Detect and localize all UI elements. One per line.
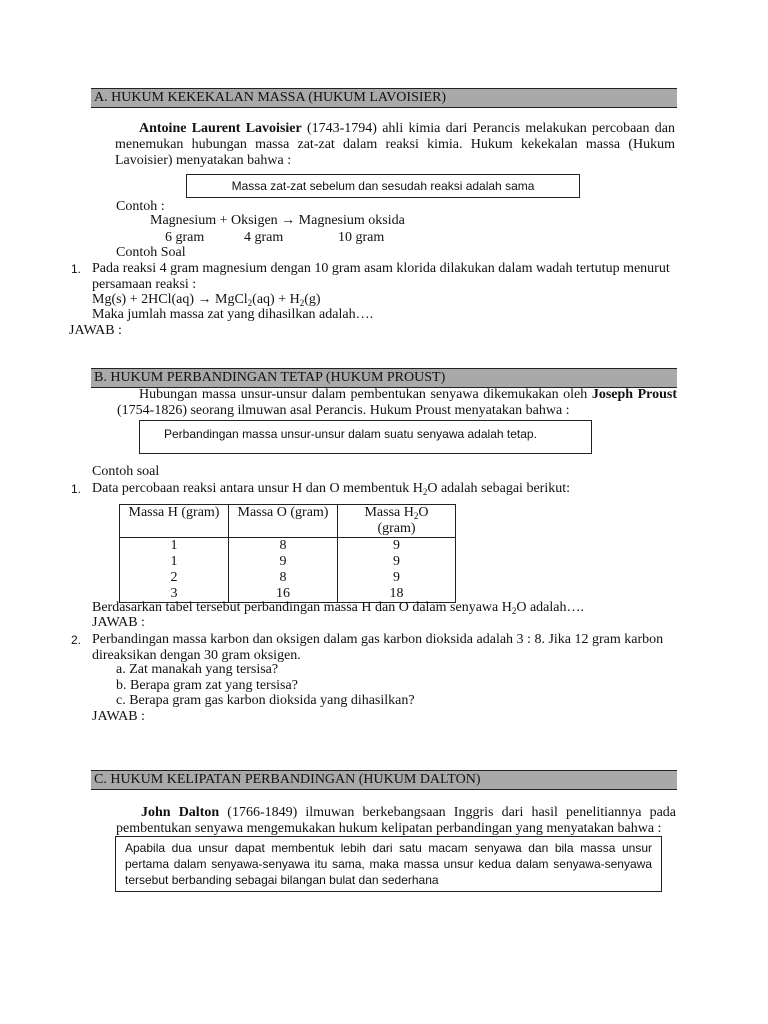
after-table-question <box>92 600 584 616</box>
cell-h: 1 <box>120 554 229 570</box>
question-b1-text-b: O adalah sebagai berikut: <box>427 481 570 496</box>
proust-name: Joseph Proust <box>591 387 677 402</box>
eq-part-3: (g) <box>304 292 321 307</box>
section-c-intro-text: (1766-1849) ilmuwan berkebangsaan Inggris dari hasil penelitiannya pada pembentukan senyawa mengemukakan hukum kelipatan perbandingan yang menyatakan bahwa : <box>116 805 676 836</box>
header-h2o-a: Massa H <box>364 505 414 520</box>
section-c-title: C. HUKUM KELIPATAN PERBANDINGAN (HUKUM DALTON) <box>94 772 481 787</box>
table-row <box>120 570 456 586</box>
cell-h2o: 9 <box>338 570 456 586</box>
section-c-heading <box>91 770 677 790</box>
question-a1-number: 1. <box>71 262 82 276</box>
question-b1-text-a: Data percobaan reaksi antara unsur H dan O membentuk H <box>92 481 423 496</box>
dalton-name: John Dalton <box>141 805 220 820</box>
lavoisier-law-box <box>186 174 580 198</box>
question-b1-text <box>92 481 570 497</box>
cell-o: 8 <box>229 570 338 586</box>
section-c-intro <box>116 805 676 837</box>
question-a1-ask: Maka jumlah massa zat yang dihasilkan adalah…. <box>92 307 374 322</box>
after-table-sub: 2 <box>511 606 517 616</box>
question-b2-c: c. Berapa gram gas karbon dioksida yang dihasilkan? <box>116 693 415 708</box>
jawab-b2: JAWAB : <box>92 709 145 724</box>
section-b-intro <box>117 387 677 419</box>
table-row <box>120 554 456 570</box>
question-b2-text: Perbandingan massa karbon dan oksigen dalam gas karbon dioksida adalah 3 : 8. Jika 12 gram karbon direaksikan dengan 30 gram oksigen. <box>92 632 664 663</box>
cell-o: 9 <box>229 554 338 570</box>
example-equation: Magnesium + Oksigen → Magnesium oksida <box>150 213 405 228</box>
eq-part-1: Mg(s) + 2HCl(aq) → MgCl <box>92 292 248 307</box>
section-b-heading <box>91 368 677 388</box>
question-b2-b: b. Berapa gram zat yang tersisa? <box>116 678 298 693</box>
mass-oksigen: 4 gram <box>244 230 284 245</box>
contoh-soal-a: Contoh Soal <box>116 245 186 260</box>
jawab-b1: JAWAB : <box>92 615 145 630</box>
header-h2o-sub: 2 <box>413 511 419 521</box>
question-b2-a: a. Zat manakah yang tersisa? <box>116 662 279 677</box>
jawab-a1: JAWAB : <box>69 323 122 338</box>
dalton-law-text: Apabila dua unsur dapat membentuk lebih dari satu macam senyawa dan bila massa unsur pertama dalam senyawa-senyawa itu sama, maka massa unsur kedua dalam senyawa-senyawa tersebut berbanding sebagai bilangan bulat dan sederhana <box>125 841 652 887</box>
question-a1-text: Pada reaksi 4 gram magnesium dengan 10 gram asam klorida dilakukan dalam wadah tertutup menurut persamaan reaksi : <box>92 261 670 292</box>
question-b1-sub: 2 <box>422 487 428 497</box>
cell-h2o: 9 <box>338 554 456 570</box>
header-massa-o: Massa O (gram) <box>229 505 338 538</box>
question-b1-number: 1. <box>71 482 82 496</box>
eq-part-2: (aq) + H <box>252 292 300 307</box>
cell-h2o: 18 <box>338 586 456 603</box>
experiment-table <box>119 504 456 603</box>
section-b-title: B. HUKUM PERBANDINGAN TETAP (HUKUM PROUST) <box>94 370 446 385</box>
cell-h: 1 <box>120 538 229 555</box>
section-a-title: A. HUKUM KEKEKALAN MASSA (HUKUM LAVOISIER) <box>94 90 447 105</box>
question-b2-number: 2. <box>71 633 82 647</box>
lavoisier-law-text: Massa zat-zat sebelum dan sesudah reaksi adalah sama <box>231 179 535 193</box>
section-b-intro-text-b: (1754-1826) seorang ilmuwan asal Perancis. Hukum Proust menyatakan bahwa : <box>117 403 570 418</box>
cell-h2o: 9 <box>338 538 456 555</box>
header-massa-h2o <box>338 505 456 538</box>
section-a-intro <box>115 121 675 169</box>
after-table-text-b: O adalah…. <box>516 600 585 615</box>
cell-h: 2 <box>120 570 229 586</box>
contoh-soal-b: Contoh soal <box>92 464 160 479</box>
question-a1-equation <box>92 292 321 308</box>
header-h2o-b: O <box>418 505 429 520</box>
eq-sub-2: 2 <box>299 298 305 308</box>
mass-magnesium: 6 gram <box>165 230 205 245</box>
proust-law-box <box>139 420 592 454</box>
table-row <box>120 538 456 555</box>
section-a-heading <box>91 88 677 108</box>
mass-magnesium-oksida: 10 gram <box>338 230 385 245</box>
table-header-row <box>120 505 456 538</box>
after-table-text-a: Berdasarkan tabel tersebut perbandingan massa H dan O dalam senyawa H <box>92 600 512 615</box>
cell-o: 8 <box>229 538 338 555</box>
header-h2o-unit: (gram) <box>377 521 416 536</box>
lavoisier-name: Antoine Laurent Lavoisier <box>139 121 302 136</box>
cell-o: 16 <box>229 586 338 603</box>
header-massa-h: Massa H (gram) <box>120 505 229 538</box>
section-a-intro-text: (1743-1794) ahli kimia dari Perancis melakukan percobaan dan menemukan hubungan massa zat-zat dalam reaksi kimia. Hukum kekekalan massa (Hukum Lavoisier) menyatakan bahwa : <box>115 121 675 168</box>
dalton-law-box <box>115 836 662 892</box>
contoh-label: Contoh : <box>116 199 165 214</box>
eq-sub-1: 2 <box>247 298 253 308</box>
cell-h: 3 <box>120 586 229 603</box>
proust-law-text: Perbandingan massa unsur-unsur dalam suatu senyawa adalah tetap. <box>164 427 537 441</box>
section-b-intro-text-a: Hubungan massa unsur-unsur dalam pembentukan senyawa dikemukakan oleh <box>139 387 592 402</box>
